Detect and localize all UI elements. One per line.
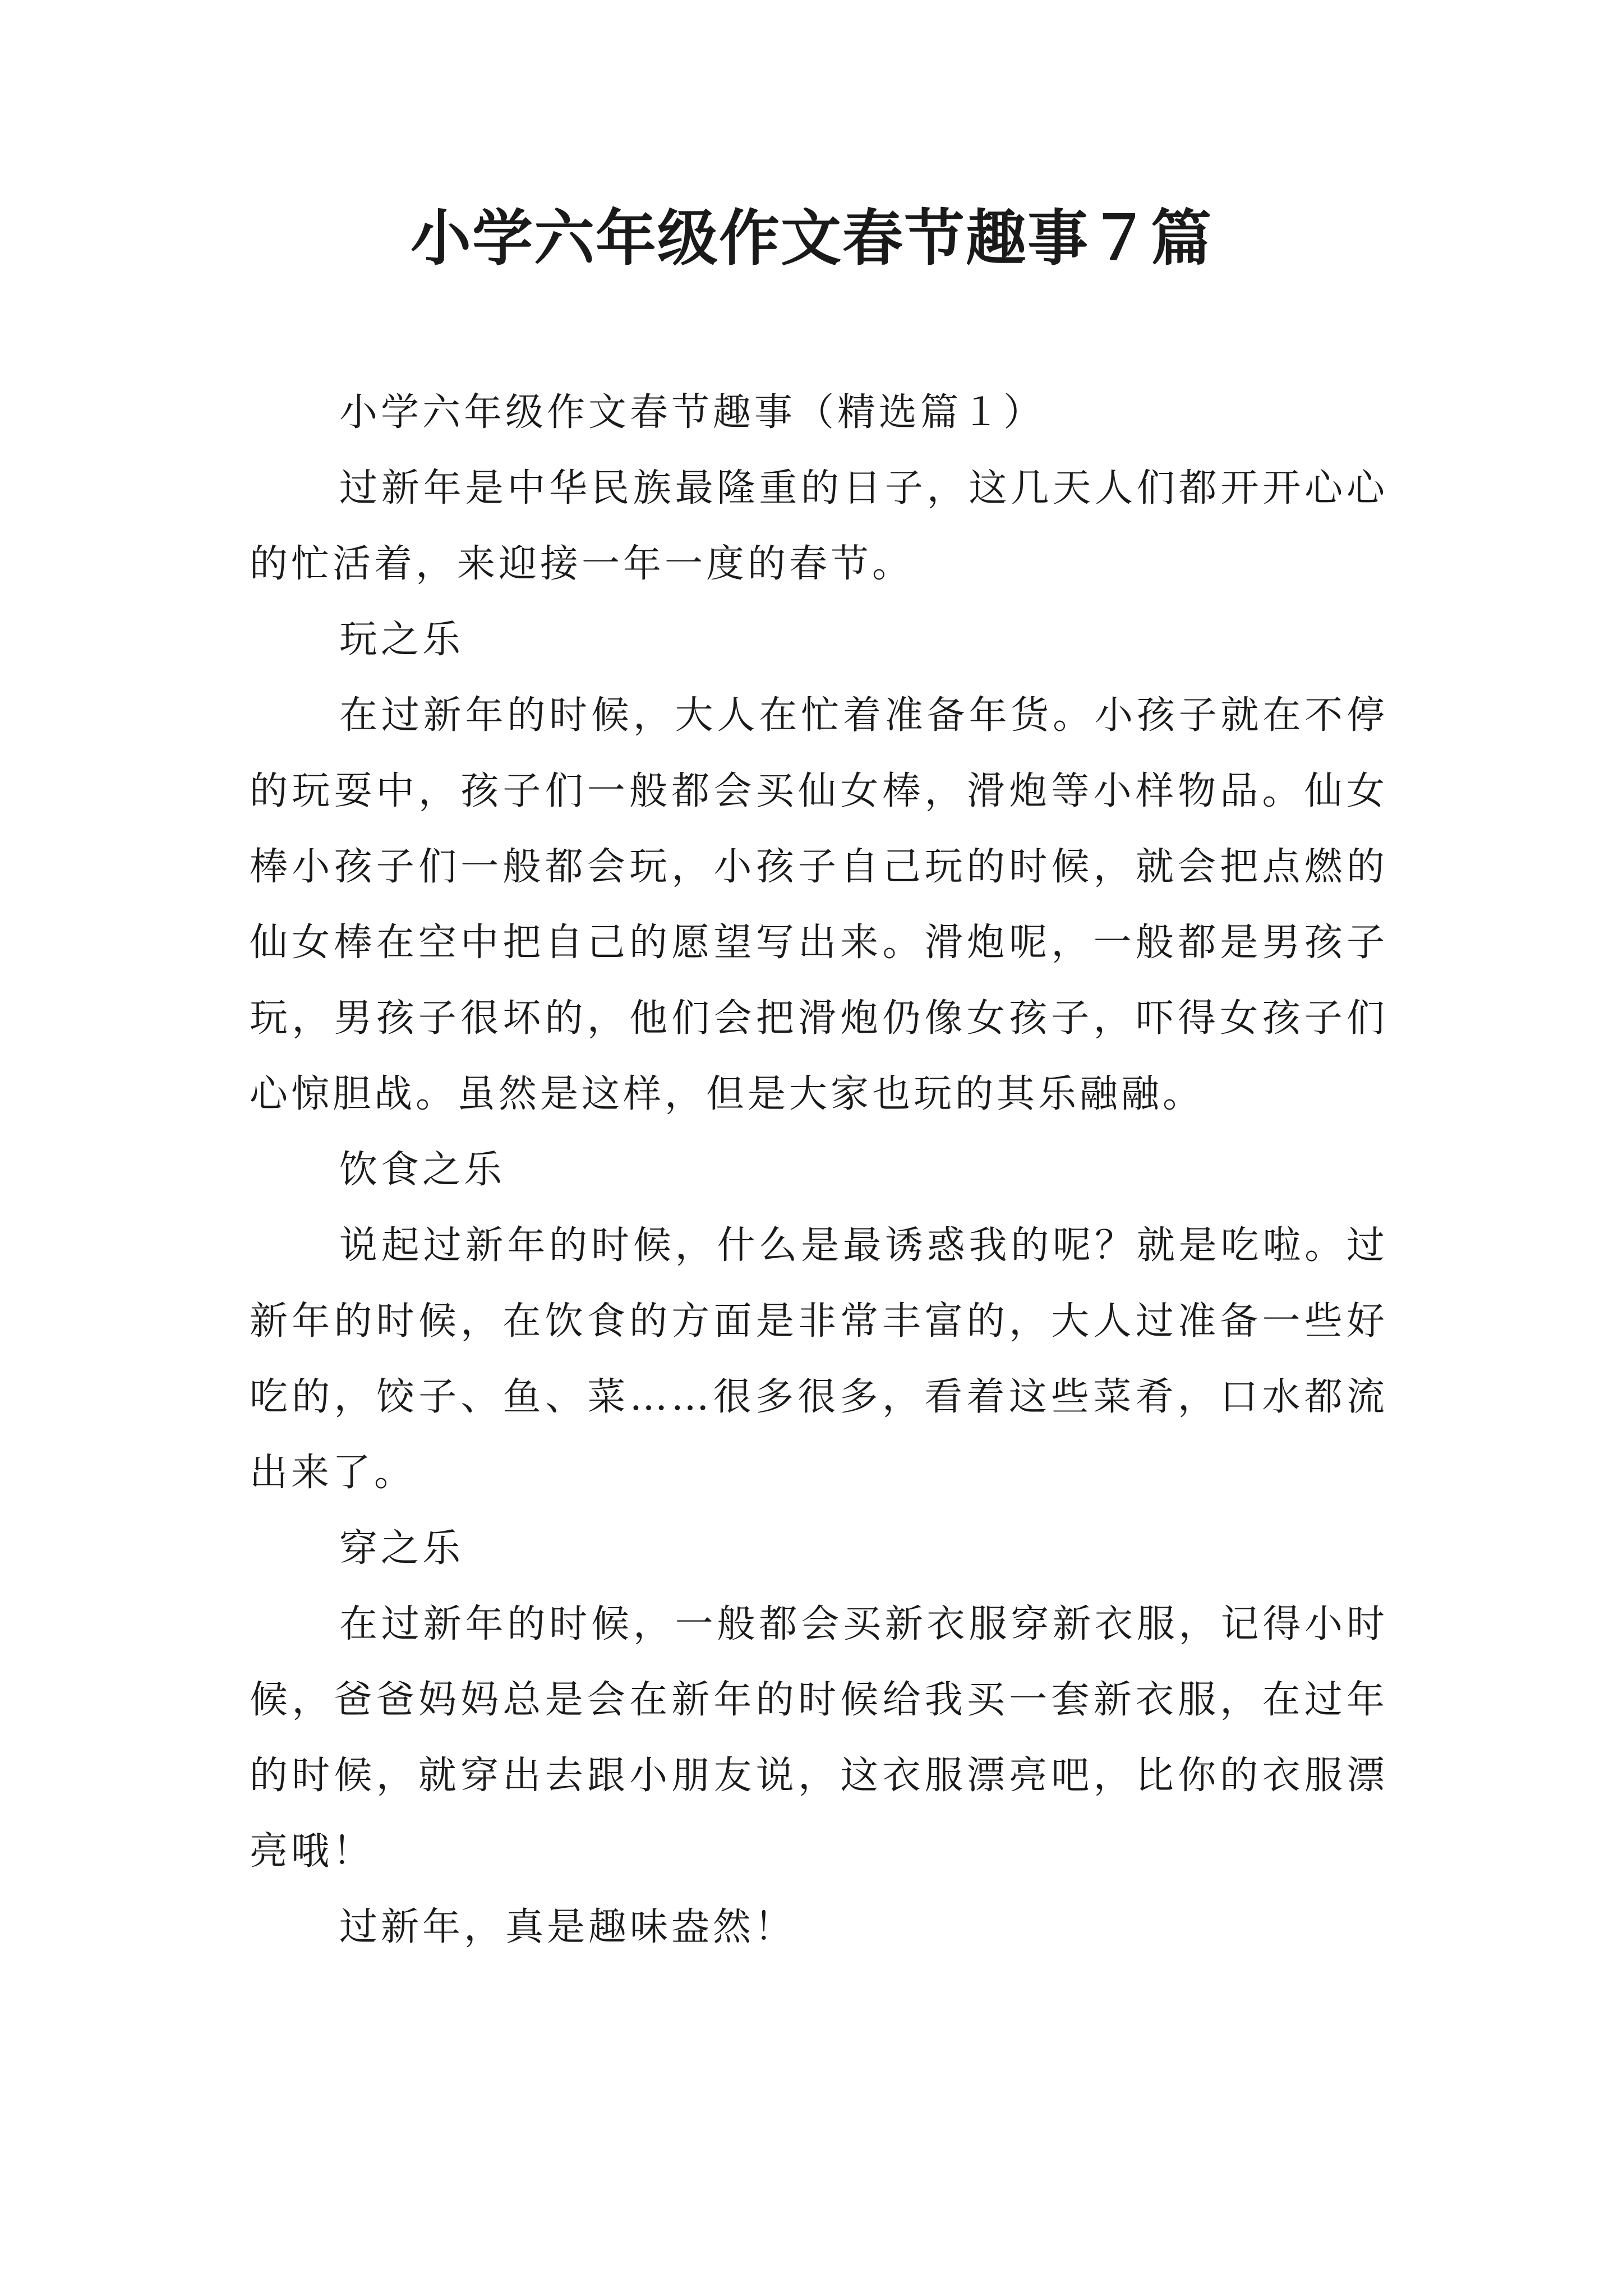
paragraph: 过新年，真是趣味盎然！ <box>339 1905 796 1949</box>
subheading: 饮食之乐 <box>339 1148 506 1192</box>
document-title: 小学六年级作文春节趣事７篇 <box>410 203 1212 274</box>
paragraph: 说起过新年的时候，什么是最诱惑我的呢？就是吃啦。过新年的时候，在饮食的方面是非常丰富的，大人过准备一些好吃的，饺子、鱼、菜……很多很多，看着这些菜肴，口水都流出来了。 <box>250 1223 1388 1495</box>
paragraph: 在过新年的时候，一般都会买新衣服穿新衣服，记得小时候，爸爸妈妈总是会在新年的时候给我买一套新衣服，在过年的时候，就穿出去跟小朋友说，这衣服漂亮吧，比你的衣服漂亮哦！ <box>250 1602 1388 1874</box>
document-body <box>250 375 1388 1965</box>
subheading: 玩之乐 <box>339 618 464 662</box>
paragraph: 在过新年的时候，大人在忙着准备年货。小孩子就在不停的玩耍中，孩子们一般都会买仙女棒，滑炮等小样物品。仙女棒小孩子们一般都会玩，小孩子自己玩的时候，就会把点燃的仙女棒在空中把自己的愿望写出来。滑炮呢，一般都是男孩子玩，男孩子很坏的，他们会把滑炮仍像女孩子，吓得女孩子们心惊胆战。虽然是这样，但是大家也玩的其乐融融。 <box>250 693 1388 1116</box>
paragraph: 过新年是中华民族最隆重的日子，这几天人们都开开心心的忙活着，来迎接一年一度的春节。 <box>250 466 1388 586</box>
section-heading: 小学六年级作文春节趣事（精选篇１） <box>339 390 1045 435</box>
subheading: 穿之乐 <box>339 1526 464 1571</box>
